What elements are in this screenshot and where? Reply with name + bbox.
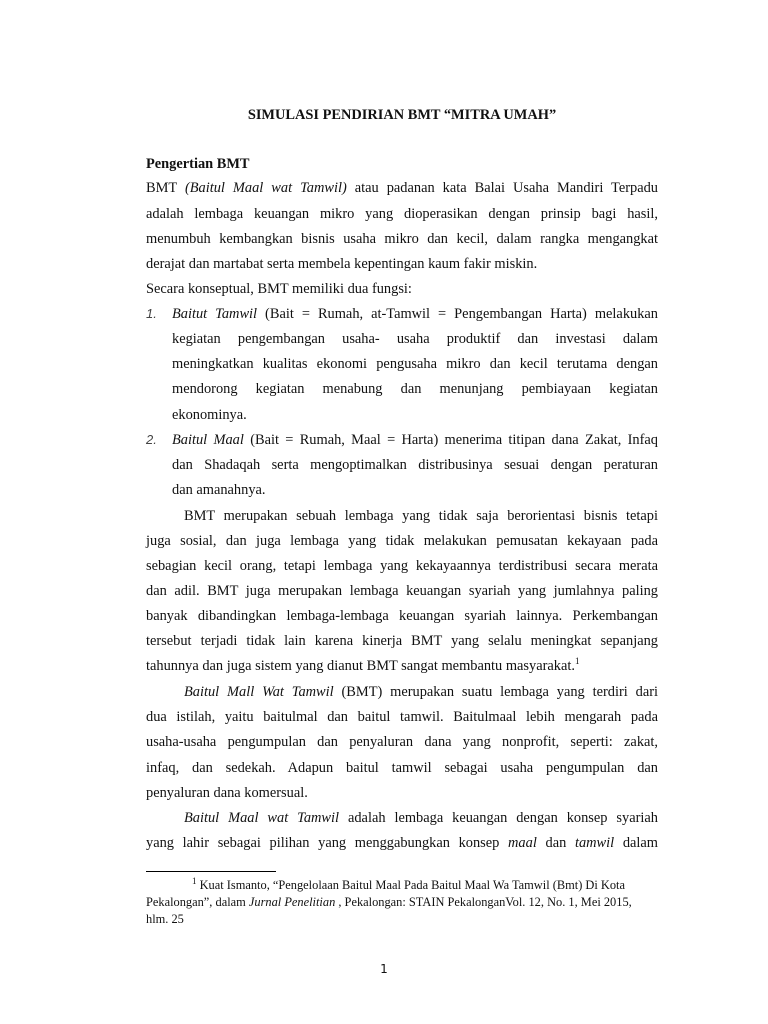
- paragraph-line: tersebut terjadi tidak lain karena kinerja BMT yang selalu meningkat sepanjang: [146, 633, 658, 649]
- paragraph-line: dua istilah, yaitu baitulmal dan baitul tamwil. Baitulmaal lebih mengarah pada: [146, 709, 658, 725]
- list-item-line: Baitut Tamwil (Bait = Rumah, at-Tamwil = Pengembangan Harta) melakukan: [172, 306, 658, 322]
- paragraph-line: yang lahir sebagai pilihan yang menggabungkan konsep maal dan tamwil dalam: [146, 835, 658, 851]
- footnote-line: Pekalongan”, dalam Jurnal Penelitian , Pekalongan: STAIN PekalonganVol. 12, No. 1, Mei 2015,: [146, 895, 632, 909]
- list-item-line: dan amanahnya.: [172, 482, 266, 498]
- list-item-line: meningkatkan kualitas ekonomi pengusaha mikro dan kecil terutama dengan: [172, 356, 658, 372]
- paragraph-line: banyak dibandingkan lembaga-lembaga keuangan syariah lainnya. Perkembangan: [146, 608, 658, 624]
- paragraph-line: juga sosial, dan juga lembaga yang tidak melakukan pemusatan kekayaan pada: [146, 533, 658, 549]
- footnote-number: 1: [192, 875, 197, 886]
- paragraph-line: derajat dan martabat serta membela kepentingan kaum fakir miskin.: [146, 256, 538, 272]
- footnote-line: $^1$ Kuat Ismanto, “Pengelolaan Baitul Maal Pada Baitul Maal Wa Tamwil (Bmt) Di Kota: [192, 875, 626, 892]
- page-number: 1: [380, 962, 388, 976]
- paragraph-line: menumbuh kembangkan bisnis usaha mikro dan kecil, dalam rangka mengangkat: [146, 231, 658, 247]
- paragraph-line: dan adil. BMT juga merupakan lembaga keuangan syariah yang jumlahnya paling: [146, 583, 658, 599]
- list-number: 1.: [146, 306, 157, 321]
- paragraph-line: adalah lembaga keuangan mikro yang dioperasikan dengan prinsip bagi hasil,: [146, 206, 658, 222]
- list-item-line: ekonominya.: [172, 407, 247, 423]
- paragraph-line: Baitul Mall Wat Tamwil (BMT) merupakan suatu lembaga yang terdiri dari: [184, 684, 658, 700]
- paragraph-line: Baitul Maal wat Tamwil adalah lembaga keuangan dengan konsep syariah: [184, 810, 658, 826]
- footnote-reference[interactable]: 1: [574, 656, 580, 667]
- footnote-line: hlm. 25: [146, 912, 184, 926]
- list-item-line: kegiatan pengembangan usaha- usaha produktif dan investasi dalam: [172, 331, 658, 347]
- paragraph-line: usaha-usaha pengumpulan dan penyaluran dana yang nonprofit, seperti: zakat,: [146, 734, 658, 750]
- list-item-line: Baitul Maal (Bait = Rumah, Maal = Harta) menerima titipan dana Zakat, Infaq: [172, 432, 658, 448]
- list-item-line: dan Shadaqah serta mengoptimalkan distribusinya sesuai dengan peraturan: [172, 457, 658, 473]
- paragraph-line: tahunnya dan juga sistem yang dianut BMT sangat membantu masyarakat.$^1$: [146, 656, 580, 674]
- footnote-separator: [146, 871, 276, 872]
- paragraph-line: Secara konseptual, BMT memiliki dua fungsi:: [146, 281, 412, 297]
- paragraph-line: BMT merupakan sebuah lembaga yang tidak saja berorientasi bisnis tetapi: [184, 508, 658, 524]
- paragraph-line: infaq, dan sedekah. Adapun baitul tamwil sebagai usaha pengumpulan dan: [146, 760, 658, 776]
- list-item-line: mendorong kegiatan menabung dan menunjang pembiayaan kegiatan: [172, 381, 658, 397]
- paragraph-line: penyaluran dana komersual.: [146, 785, 308, 801]
- document-title: SIMULASI PENDIRIAN BMT “MITRA UMAH”: [247, 107, 557, 123]
- list-number: 2.: [146, 432, 157, 447]
- paragraph-line: sebagian kecil orang, tetapi lembaga yang kekayaannya terdistribusi secara merata: [146, 558, 658, 574]
- section-heading: Pengertian BMT: [146, 156, 250, 172]
- paragraph-line: BMT (Baitul Maal wat Tamwil) atau padanan kata Balai Usaha Mandiri Terpadu: [146, 180, 658, 196]
